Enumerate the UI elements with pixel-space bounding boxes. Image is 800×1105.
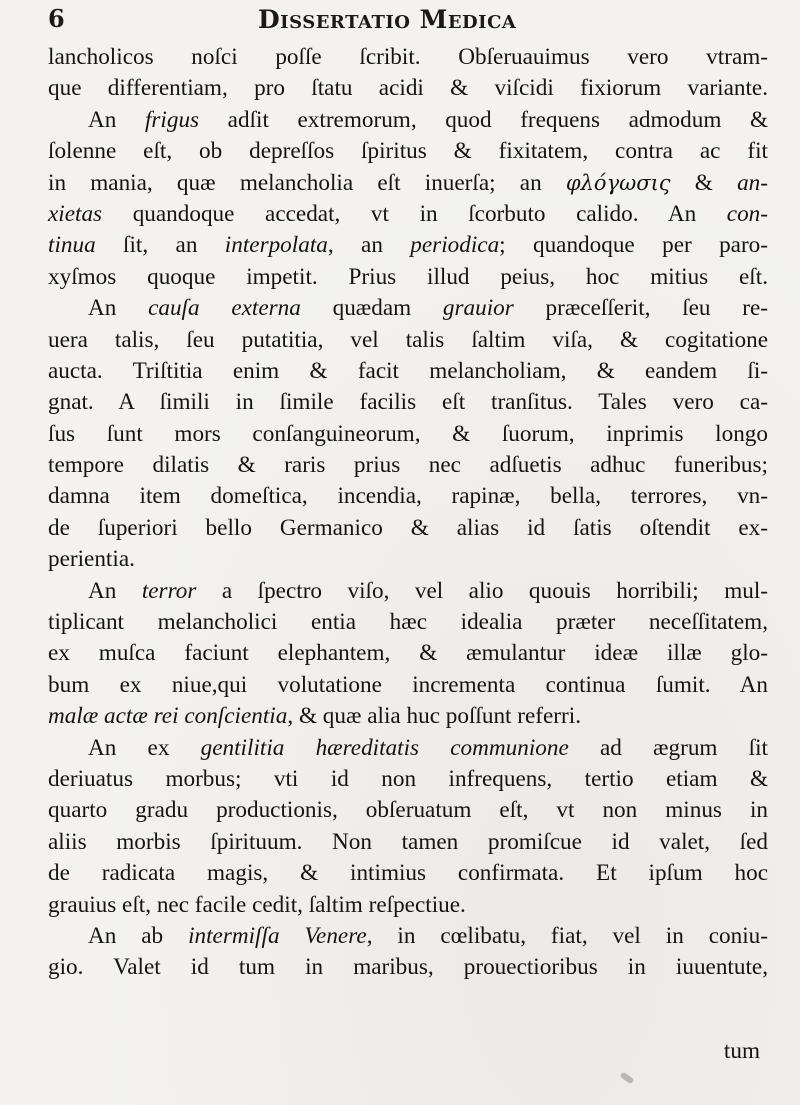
- italic-term: grauior: [442, 295, 514, 322]
- italic-term: con-: [726, 200, 768, 227]
- text-segment: , an: [327, 232, 411, 259]
- text-segment: An ab: [88, 922, 189, 949]
- italic-term: intermiſſa Venere: [188, 922, 367, 949]
- text-segment: in mania, quæ melancholia eſt inuerſa; an: [48, 169, 566, 196]
- text-segment: bum ex niue,qui volutatione incrementa continua ſumit. An: [48, 671, 768, 698]
- text-segment: aliis morbis ſpirituum. Non tamen promiſcue id valet, ſed: [48, 828, 768, 855]
- text-line: [48, 952, 768, 983]
- text-segment: ſolenne eſt, ob depreſſos ſpiritus & fixitatem, contra ac fit: [48, 138, 768, 165]
- text-line: [48, 136, 768, 167]
- text-line: [48, 356, 768, 387]
- text-line: [48, 890, 768, 921]
- text-line: [48, 513, 768, 544]
- text-line: [48, 701, 768, 732]
- text-line: [48, 230, 768, 261]
- italic-term: an-: [737, 169, 768, 196]
- ink-smudge: [620, 1072, 635, 1085]
- text-line: [48, 764, 768, 795]
- italic-term: xietas: [48, 200, 103, 227]
- text-line: [48, 387, 768, 418]
- text-line: [48, 670, 768, 701]
- text-segment: quarto gradu productionis, obſeruatum eſt, vt non minus in: [48, 797, 768, 824]
- italic-term: terror: [141, 577, 197, 604]
- text-segment: gio. Valet id tum in maribus, prouectioribus in iuuentute,: [48, 954, 768, 981]
- text-segment: , in cœlibatu, fiat, vel in coniu-: [366, 922, 768, 949]
- catchword: tum: [723, 1038, 760, 1064]
- text-segment: uera talis, ſeu putatitia, vel talis ſaltim viſa, & cogitatione: [48, 326, 768, 353]
- text-segment: gnat. A ſimili in ſimile facilis eſt tranſitus. Tales vero ca-: [48, 389, 768, 416]
- text-line: [48, 733, 768, 764]
- text-line: [48, 42, 768, 73]
- text-segment: , & quæ alia huc poſſunt referri.: [287, 703, 581, 730]
- text-line: [48, 105, 768, 136]
- text-segment: quædam: [300, 295, 443, 322]
- text-line: [48, 638, 768, 669]
- text-line: [48, 199, 768, 230]
- text-line: [48, 419, 768, 450]
- text-segment: a ſpectro viſo, vel alio quouis horribili; mul-: [196, 577, 768, 604]
- text-segment: de ſuperiori bello Germanico & alias id ſatis oſtendit ex-: [48, 514, 768, 541]
- text-line: [48, 858, 768, 889]
- italic-term: tinua: [48, 232, 96, 259]
- text-segment: tiplicant melancholici entia hæc idealia præter neceſſitatem,: [48, 609, 768, 636]
- text-segment: ad ægrum ſit: [568, 734, 768, 761]
- italic-term: periodica: [410, 232, 500, 259]
- body-text: [48, 42, 768, 984]
- text-line: [48, 73, 768, 104]
- text-segment: ex muſca faciunt elephantem, & æmulantur ideæ illæ glo-: [48, 640, 768, 667]
- text-segment: An ex: [88, 734, 201, 761]
- text-segment: quandoque accedat, vt in ſcorbuto calido. An: [102, 200, 727, 227]
- text-line: [48, 293, 768, 324]
- italic-term: frigus: [144, 106, 200, 133]
- text-line: [48, 481, 768, 512]
- italic-term: malæ actæ rei conſcientia: [48, 703, 288, 730]
- text-segment: An: [88, 577, 142, 604]
- text-line: [48, 262, 768, 293]
- text-segment: adſit extremorum, quod frequens admodum &: [199, 106, 769, 133]
- greek-term: φλόγωσις: [565, 170, 671, 195]
- text-segment: lancholicos noſci poſſe ſcribit. Obſeruauimus vero vtram-: [48, 44, 768, 70]
- text-segment: que differentiam, pro ſtatu acidi & viſcidi fixiorum variante.: [48, 75, 768, 102]
- italic-term: gentilitia hæreditatis communione: [200, 734, 569, 761]
- text-line: [48, 795, 768, 826]
- page-header: [48, 4, 768, 40]
- text-segment: deriuatus morbus; vti id non infrequens, tertio etiam &: [48, 765, 768, 792]
- italic-term: cauſa externa: [148, 295, 301, 322]
- text-line: [48, 607, 768, 638]
- text-segment: tempore dilatis & raris prius nec adſuetis adhuc funeribus;: [48, 452, 768, 479]
- text-segment: An: [88, 106, 145, 133]
- text-segment: ſit, an: [95, 232, 225, 259]
- italic-term: interpolata: [224, 232, 328, 259]
- text-segment: perientia.: [48, 546, 135, 573]
- text-line: [48, 827, 768, 858]
- text-segment: ſus ſunt mors conſanguineorum, & ſuorum, inprimis longo: [48, 420, 768, 447]
- text-line: [48, 576, 768, 607]
- running-title: Dissertatio Medica: [258, 5, 517, 34]
- text-line: [48, 168, 768, 199]
- text-segment: aucta. Triſtitia enim & facit melancholiam, & eandem ſi-: [48, 357, 768, 384]
- text-line: [48, 544, 768, 575]
- text-line: [48, 325, 768, 356]
- text-segment: præceſſerit, ſeu re-: [513, 295, 768, 322]
- text-segment: xyſmos quoque impetit. Prius illud peius, hoc mitius eſt.: [48, 263, 768, 290]
- text-segment: &: [670, 169, 738, 196]
- page-number: 6: [48, 4, 65, 33]
- text-segment: damna item domeſtica, incendia, rapinæ, bella, terrores, vn-: [48, 483, 768, 510]
- text-segment: de radicata magis, & intimius confirmata. Et ipſum hoc: [48, 860, 768, 887]
- text-segment: grauius eſt, nec facile cedit, ſaltim reſpectiue.: [48, 891, 466, 918]
- text-line: [48, 450, 768, 481]
- text-segment: ; quandoque per paro-: [499, 232, 768, 259]
- text-line: [48, 921, 768, 952]
- text-segment: An: [88, 295, 149, 322]
